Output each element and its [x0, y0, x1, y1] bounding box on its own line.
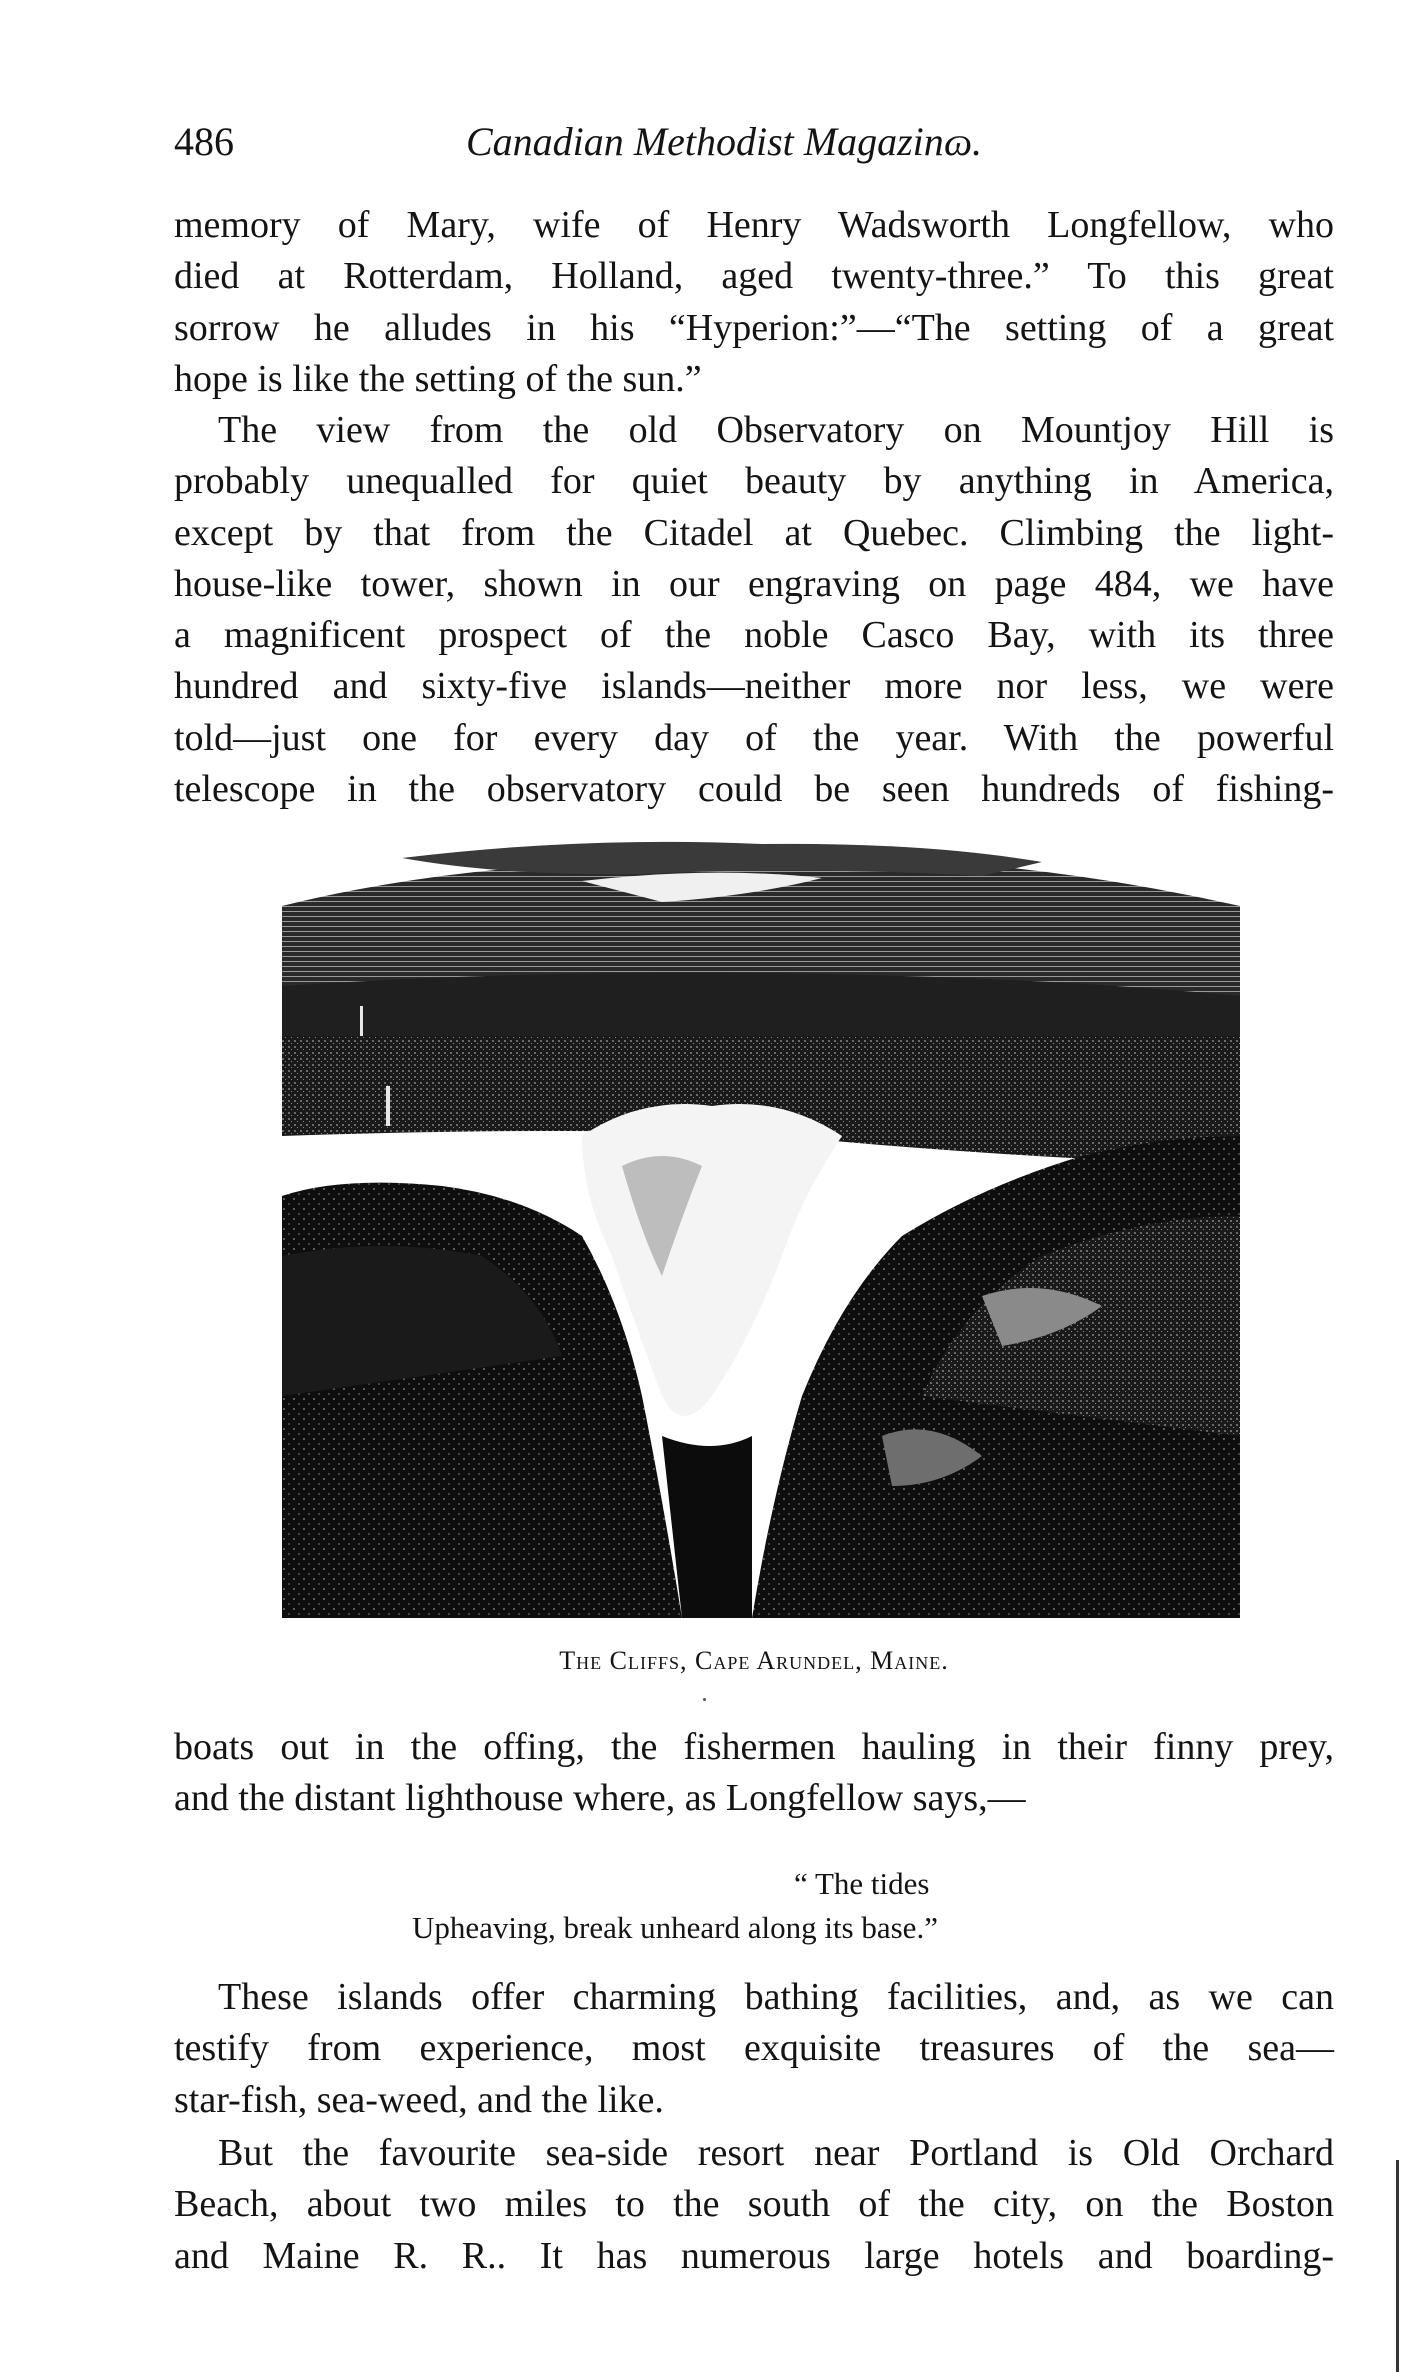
text-line: a magnificent prospect of the noble Casco Bay, with its three — [174, 614, 1334, 657]
text-line: and Maine R. R.. It has numerous large hotels and boarding- — [174, 2234, 1334, 2277]
text-line: memory of Mary, wife of Henry Wadsworth Longfellow, who — [174, 204, 1334, 246]
text-line: star-fish, sea-weed, and the like. — [174, 2078, 664, 2121]
paragraph-old-orchard-beach — [174, 2128, 1334, 2282]
text-line: testify from experience, most exquisite treasures of the sea— — [174, 2027, 1334, 2070]
running-head — [174, 118, 1334, 170]
ink-speck — [703, 1698, 706, 1701]
text-line: house-like tower, shown in our engraving on page 484, we have — [174, 562, 1334, 605]
verse-line: “ The tides — [794, 1866, 930, 1901]
text-line: and the distant lighthouse where, as Longfellow says,— — [174, 1777, 1026, 1820]
text-line: Beach, about two miles to the south of the city, on the Boston — [174, 2183, 1334, 2226]
text-line: died at Rotterdam, Holland, aged twenty-three.” To this great — [174, 255, 1334, 298]
scan-margin-rule — [1396, 2160, 1399, 2372]
figure-caption: The Cliffs, Cape Arundel, Maine. — [559, 1646, 949, 1675]
page-number: 486 — [174, 119, 234, 164]
text-line: These islands offer charming bathing facilities, and, as we can — [218, 1976, 1334, 2018]
text-line: sorrow he alludes in his “Hyperion:”—“The setting of a great — [174, 306, 1334, 349]
paragraph-memory-of-mary — [174, 200, 1334, 405]
text-line: boats out in the offing, the fishermen hauling in their finny prey, — [174, 1726, 1334, 1768]
paragraph-bathing-facilities — [174, 1972, 1334, 2126]
text-line: hundred and sixty-five islands—neither more nor less, we were — [174, 665, 1334, 708]
text-line: But the favourite sea-side resort near Portland is Old Orchard — [218, 2132, 1334, 2174]
journal-title: Canadian Methodist Magazinɷ. — [466, 119, 983, 164]
engraving-cliffs-illustration — [282, 836, 1240, 1618]
paragraph-observatory-view — [174, 405, 1334, 815]
paragraph-boats-offing — [174, 1722, 1334, 1825]
text-line: telescope in the observatory could be seen hundreds of fishing- — [174, 768, 1334, 811]
text-line: probably unequalled for quiet beauty by anything in America, — [174, 460, 1334, 503]
engraving-image — [282, 836, 1240, 1618]
text-line: hope is like the setting of the sun.” — [174, 357, 702, 400]
verse-line: Upheaving, break unheard along its base.” — [412, 1910, 938, 1945]
text-line: except by that from the Citadel at Quebec. Climbing the light- — [174, 511, 1334, 554]
text-line: told—just one for every day of the year. With the powerful — [174, 716, 1334, 759]
text-line: The view from the old Observatory on Mountjoy Hill is — [218, 409, 1334, 451]
